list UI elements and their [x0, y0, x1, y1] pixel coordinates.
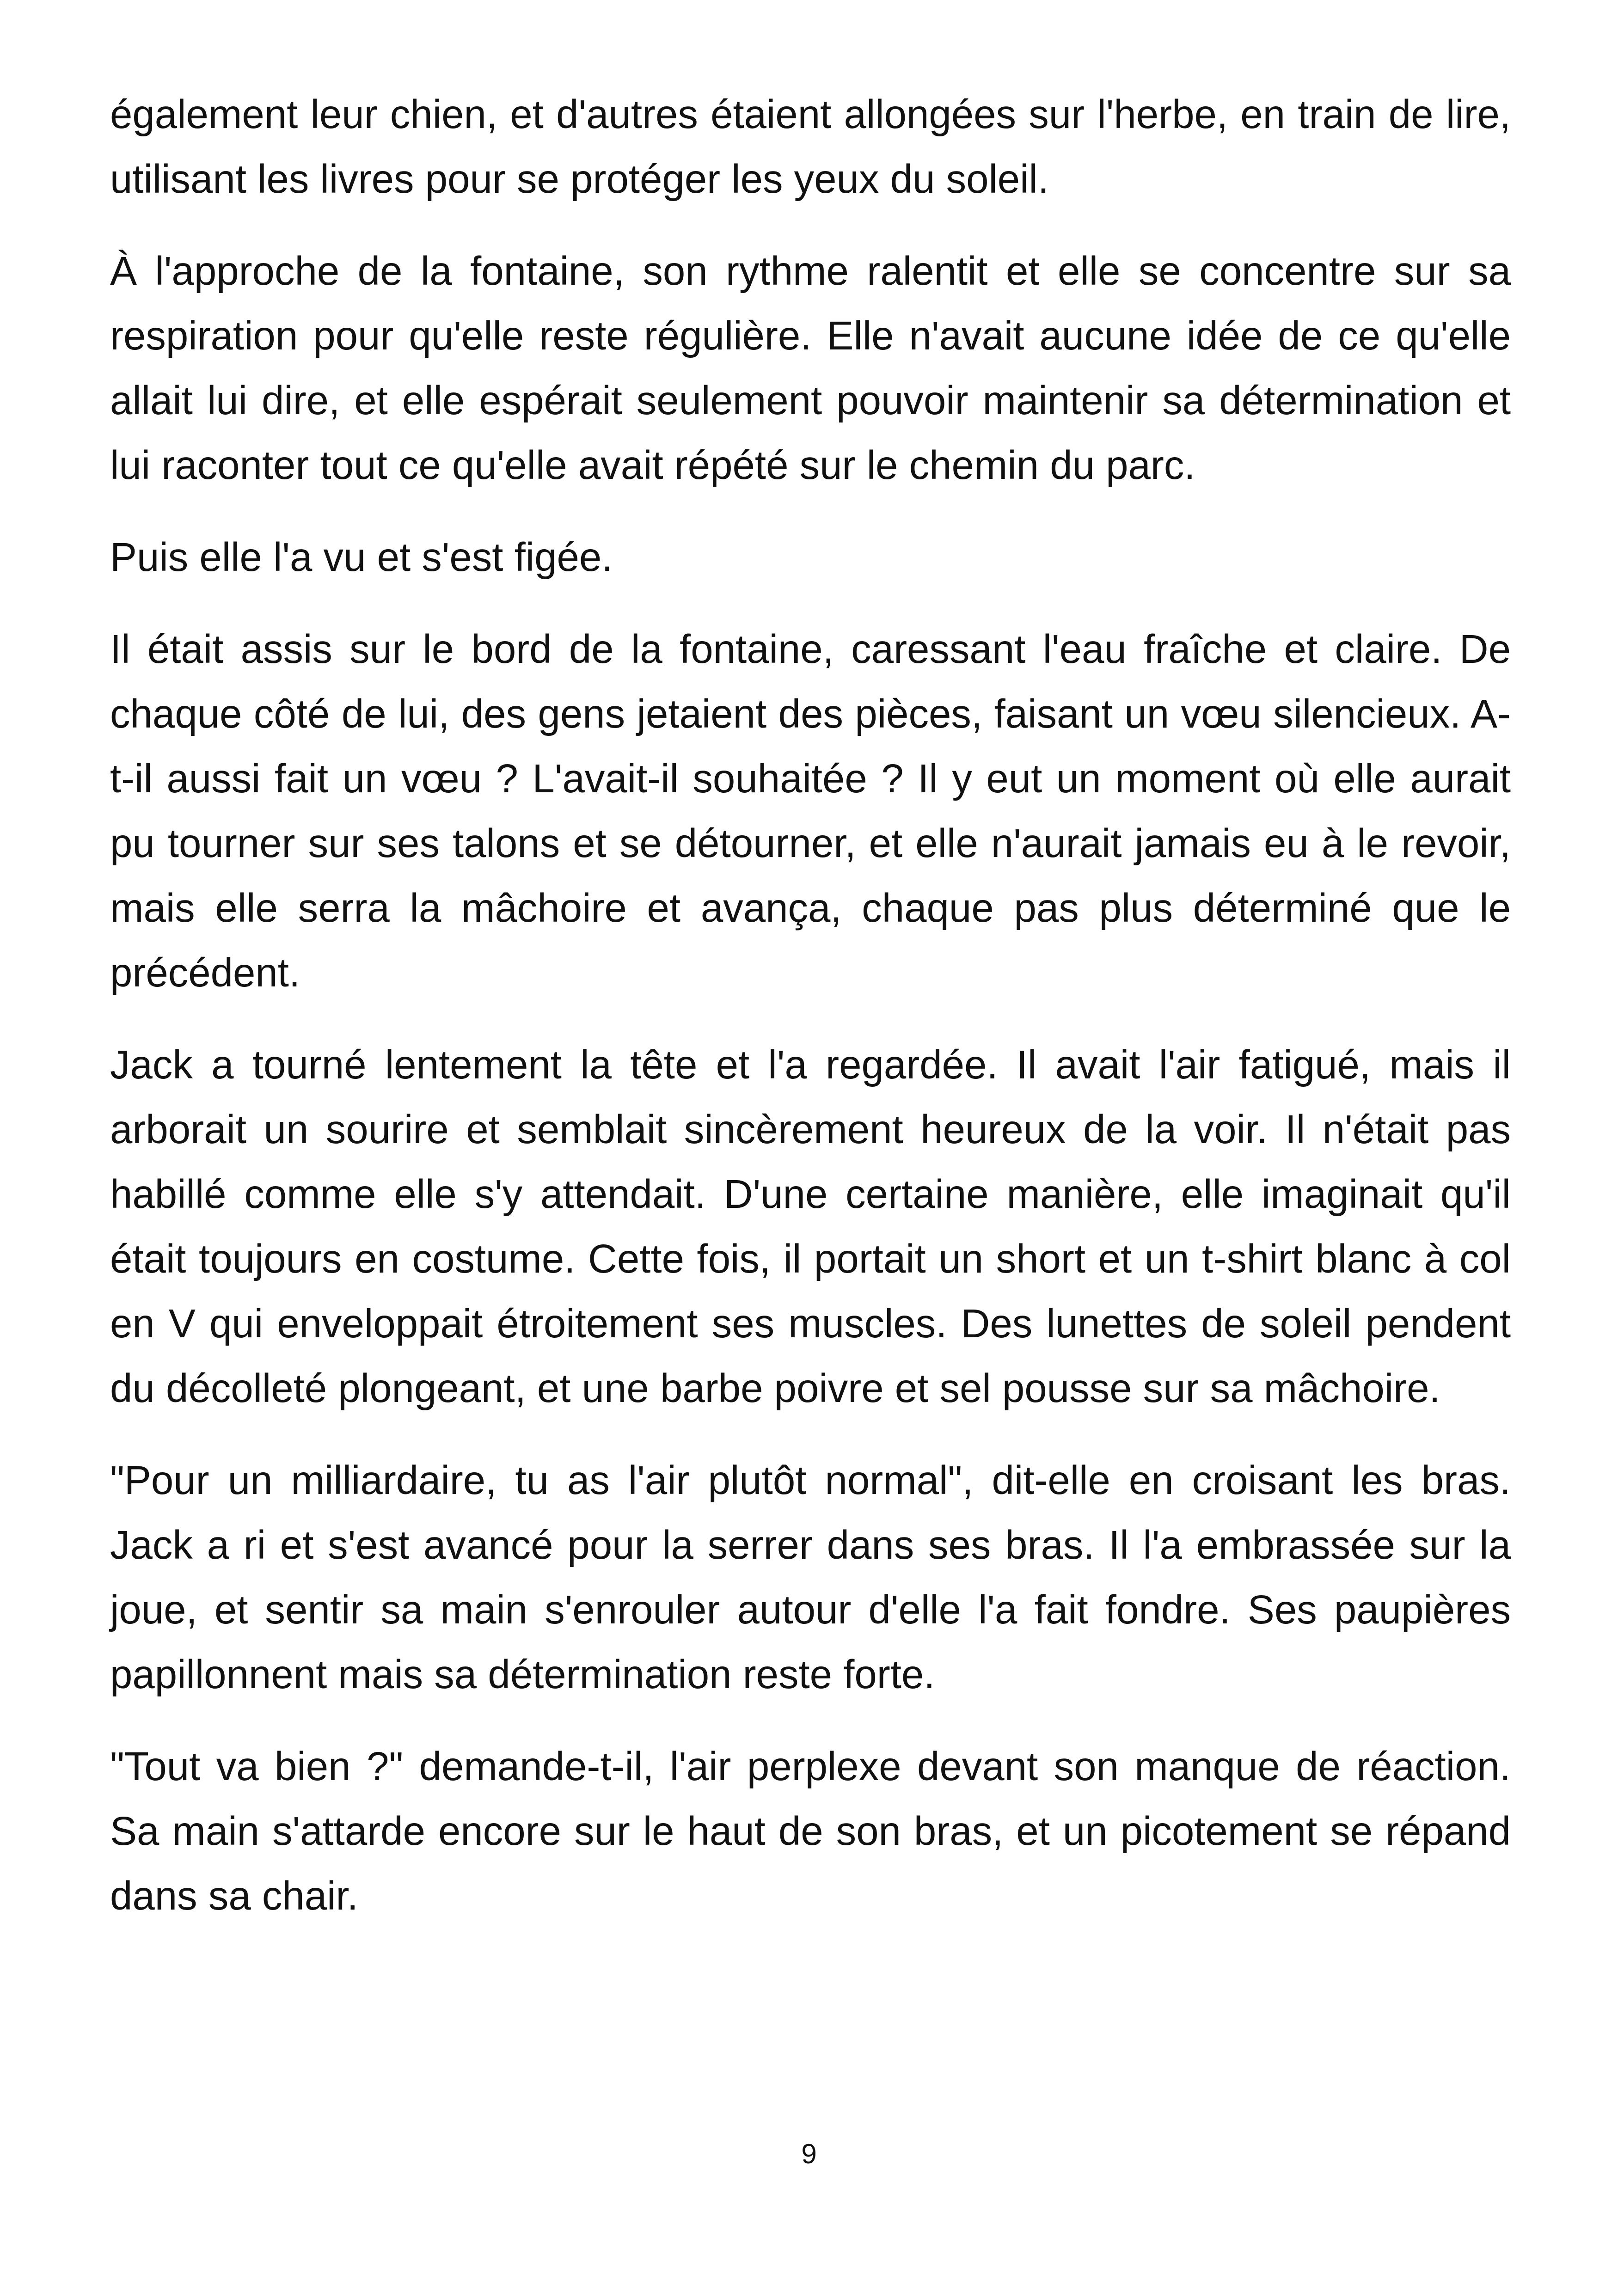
paragraph: "Tout va bien ?" demande-t-il, l'air perplexe devant son manque de réaction. Sa main s'attarde encore sur le haut de son bras, et un picotement se répand dans sa chair.: [110, 1744, 1511, 1918]
paragraph: également leur chien, et d'autres étaient allongées sur l'herbe, en train de lire, utilisant les livres pour se protéger les yeux du soleil.: [110, 92, 1511, 202]
paragraph: Jack a tourné lentement la tête et l'a regardée. Il avait l'air fatigué, mais il arborait un sourire et semblait sincèrement heureux de la voir. Il n'était pas habillé comme elle s'y attendait. D'une certaine manière, elle imaginait qu'il était toujours en costume. Cette fois, il portait un short et un t-shirt blanc à col en V qui enveloppait étroitement ses muscles. Des lunettes de soleil pendent du décolleté plongeant, et une barbe poivre et sel pousse sur sa mâchoire.: [110, 1042, 1511, 1411]
body-text: [110, 82, 1511, 1956]
paragraph: "Pour un milliardaire, tu as l'air plutôt normal", dit-elle en croisant les bras. Jack a ri et s'est avancé pour la serrer dans ses bras. Il l'a embrassée sur la joue, et sentir sa main s'enrouler autour d'elle l'a fait fondre. Ses paupières papillonnent mais sa détermination reste forte.: [110, 1458, 1511, 1697]
paragraph: À l'approche de la fontaine, son rythme ralentit et elle se concentre sur sa respiration pour qu'elle reste régulière. Elle n'avait aucune idée de ce qu'elle allait lui dire, et elle espérait seulement pouvoir maintenir sa détermination et lui raconter tout ce qu'elle avait répété sur le chemin du parc.: [110, 249, 1511, 488]
paragraph: Puis elle l'a vu et s'est figée.: [110, 535, 613, 580]
paragraph: Il était assis sur le bord de la fontaine, caressant l'eau fraîche et claire. De chaque côté de lui, des gens jetaient des pièces, faisant un vœu silencieux. A-t-il aussi fait un vœu ? L'avait-il souhaitée ? Il y eut un moment où elle aurait pu tourner sur ses talons et se détourner, et elle n'aurait jamais eu à le revoir, mais elle serra la mâchoire et avança, chaque pas plus déterminé que le précédent.: [110, 627, 1511, 995]
page-number: 9: [801, 2138, 817, 2169]
